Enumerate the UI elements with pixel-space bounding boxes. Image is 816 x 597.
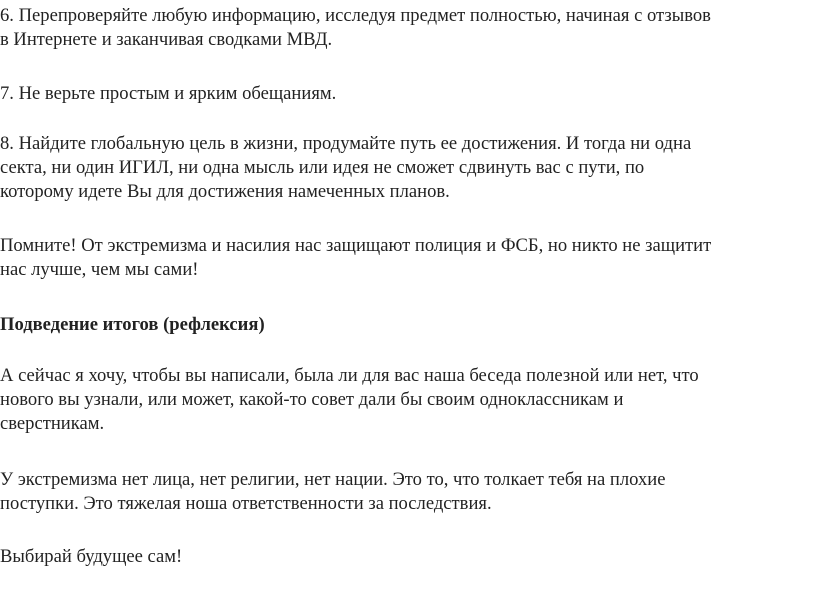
text-line: Выбирай будущее сам! xyxy=(0,546,183,567)
text-line: в Интернете и заканчивая сводками МВД. xyxy=(0,29,333,51)
paragraph-item-6 xyxy=(0,4,808,52)
paragraph-item-8 xyxy=(0,132,808,205)
text-line: А сейчас я хочу, чтобы вы написали, была ли для вас наша беседа полезной или нет, что xyxy=(0,365,699,386)
text-line: нас лучше, чем мы сами! xyxy=(0,259,199,281)
paragraph-reflection xyxy=(0,364,808,437)
paragraph-closing xyxy=(0,545,808,569)
text-line: 7. Не верьте простым и ярким обещаниям. xyxy=(0,83,337,104)
text-line: 8. Найдите глобальную цель в жизни, продумайте путь ее достижения. И тогда ни одна xyxy=(0,133,692,154)
text-line: 6. Перепроверяйте любую информацию, исследуя предмет полностью, начиная с отзывов xyxy=(0,5,711,26)
text-line: нового вы узнали, или может, какой-то совет дали бы своим одноклассникам и xyxy=(0,389,624,411)
text-line: которому идете Вы для достижения намеченных планов. xyxy=(0,181,450,203)
text-line: сверстникам. xyxy=(0,413,105,435)
heading-text: Подведение итогов (рефлексия) xyxy=(0,314,265,335)
paragraph-extremism xyxy=(0,468,808,516)
paragraph-item-7 xyxy=(0,82,808,106)
paragraph-reminder xyxy=(0,234,808,282)
text-line: поступки. Это тяжелая ноша ответственности за последствия. xyxy=(0,493,492,515)
text-line: секта, ни один ИГИЛ, ни одна мысль или идея не сможет сдвинуть вас с пути, по xyxy=(0,157,645,179)
text-line: У экстремизма нет лица, нет религии, нет нации. Это то, что толкает тебя на плохие xyxy=(0,469,666,490)
text-line: Помните! От экстремизма и насилия нас защищают полиция и ФСБ, но никто не защитит xyxy=(0,235,712,256)
section-heading xyxy=(0,313,808,337)
